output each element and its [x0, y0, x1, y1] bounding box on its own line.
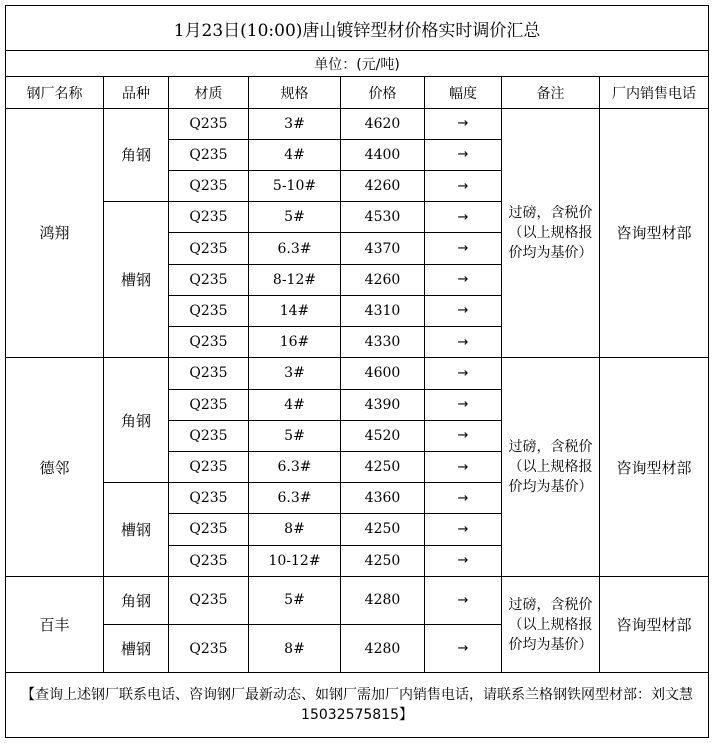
remark-cell: 过磅，含税价（以上规格报价均为基价）	[502, 576, 600, 673]
spec-cell: 16#	[249, 327, 341, 358]
spec-cell: 6.3#	[249, 233, 341, 264]
grade-cell: Q235	[169, 171, 249, 202]
change-arrow-icon: →	[425, 139, 502, 170]
grade-cell: Q235	[169, 451, 249, 482]
grade-cell: Q235	[169, 420, 249, 451]
variety-cell: 槽钢	[104, 483, 169, 577]
price-cell: 4280	[341, 625, 425, 673]
change-arrow-icon: →	[425, 451, 502, 482]
change-arrow-icon: →	[425, 483, 502, 514]
header-spec: 规格	[249, 77, 341, 108]
header-change: 幅度	[425, 77, 502, 108]
spec-cell: 5#	[249, 420, 341, 451]
spec-cell: 3#	[249, 108, 341, 139]
header-price: 价格	[341, 77, 425, 108]
variety-cell: 角钢	[104, 108, 169, 202]
table-row	[6, 358, 709, 389]
spec-cell: 5#	[249, 202, 341, 233]
table-row	[6, 108, 709, 139]
spec-cell: 4#	[249, 389, 341, 420]
grade-cell: Q235	[169, 108, 249, 139]
price-cell: 4250	[341, 545, 425, 576]
grade-cell: Q235	[169, 202, 249, 233]
price-table	[5, 5, 709, 738]
price-cell: 4620	[341, 108, 425, 139]
grade-cell: Q235	[169, 483, 249, 514]
contact-cell: 咨询型材部	[600, 358, 709, 576]
price-cell: 4530	[341, 202, 425, 233]
grade-cell: Q235	[169, 295, 249, 326]
variety-cell: 角钢	[104, 576, 169, 624]
price-cell: 4250	[341, 514, 425, 545]
spec-cell: 8#	[249, 514, 341, 545]
spec-cell: 4#	[249, 139, 341, 170]
spec-cell: 5#	[249, 576, 341, 624]
change-arrow-icon: →	[425, 327, 502, 358]
contact-cell: 咨询型材部	[600, 576, 709, 673]
header-remark: 备注	[502, 77, 600, 108]
spec-cell: 8#	[249, 625, 341, 673]
variety-cell: 槽钢	[104, 625, 169, 673]
change-arrow-icon: →	[425, 625, 502, 673]
grade-cell: Q235	[169, 545, 249, 576]
price-cell: 4280	[341, 576, 425, 624]
header-mill: 钢厂名称	[6, 77, 104, 108]
grade-cell: Q235	[169, 139, 249, 170]
price-cell: 4400	[341, 139, 425, 170]
spec-cell: 6.3#	[249, 451, 341, 482]
change-arrow-icon: →	[425, 545, 502, 576]
mill-name: 百丰	[6, 576, 104, 673]
grade-cell: Q235	[169, 625, 249, 673]
header-row	[6, 77, 709, 108]
price-cell: 4370	[341, 233, 425, 264]
spec-cell: 14#	[249, 295, 341, 326]
price-cell: 4260	[341, 264, 425, 295]
change-arrow-icon: →	[425, 171, 502, 202]
change-arrow-icon: →	[425, 576, 502, 624]
grade-cell: Q235	[169, 327, 249, 358]
price-cell: 4250	[341, 451, 425, 482]
header-variety: 品种	[104, 77, 169, 108]
unit-label: 单位：(元/吨)	[6, 51, 709, 77]
footer-note: 【查询上述钢厂联系电话、咨询钢厂最新动态、如钢厂需加厂内销售电话，请联系兰格钢铁网型材部：刘文慧15032575815】	[6, 673, 709, 738]
header-contact: 厂内销售电话	[600, 77, 709, 108]
remark-cell: 过磅，含税价（以上规格报价均为基价）	[502, 358, 600, 576]
price-cell: 4360	[341, 483, 425, 514]
change-arrow-icon: →	[425, 514, 502, 545]
change-arrow-icon: →	[425, 108, 502, 139]
variety-cell: 角钢	[104, 358, 169, 483]
grade-cell: Q235	[169, 514, 249, 545]
spec-cell: 8-12#	[249, 264, 341, 295]
grade-cell: Q235	[169, 389, 249, 420]
change-arrow-icon: →	[425, 233, 502, 264]
page-title: 1月23日(10:00)唐山镀锌型材价格实时调价汇总	[6, 6, 709, 51]
mill-name: 德邻	[6, 358, 104, 576]
grade-cell: Q235	[169, 358, 249, 389]
price-cell: 4330	[341, 327, 425, 358]
change-arrow-icon: →	[425, 420, 502, 451]
grade-cell: Q235	[169, 233, 249, 264]
change-arrow-icon: →	[425, 389, 502, 420]
contact-cell: 咨询型材部	[600, 108, 709, 358]
spec-cell: 3#	[249, 358, 341, 389]
price-cell: 4600	[341, 358, 425, 389]
spec-cell: 6.3#	[249, 483, 341, 514]
price-cell: 4310	[341, 295, 425, 326]
table-row	[6, 576, 709, 624]
price-cell: 4260	[341, 171, 425, 202]
header-grade: 材质	[169, 77, 249, 108]
change-arrow-icon: →	[425, 358, 502, 389]
change-arrow-icon: →	[425, 295, 502, 326]
price-cell: 4520	[341, 420, 425, 451]
variety-cell: 槽钢	[104, 202, 169, 358]
grade-cell: Q235	[169, 264, 249, 295]
price-cell: 4390	[341, 389, 425, 420]
mill-name: 鸿翔	[6, 108, 104, 358]
change-arrow-icon: →	[425, 202, 502, 233]
spec-cell: 5-10#	[249, 171, 341, 202]
spec-cell: 10-12#	[249, 545, 341, 576]
remark-cell: 过磅，含税价（以上规格报价均为基价）	[502, 108, 600, 358]
grade-cell: Q235	[169, 576, 249, 624]
change-arrow-icon: →	[425, 264, 502, 295]
